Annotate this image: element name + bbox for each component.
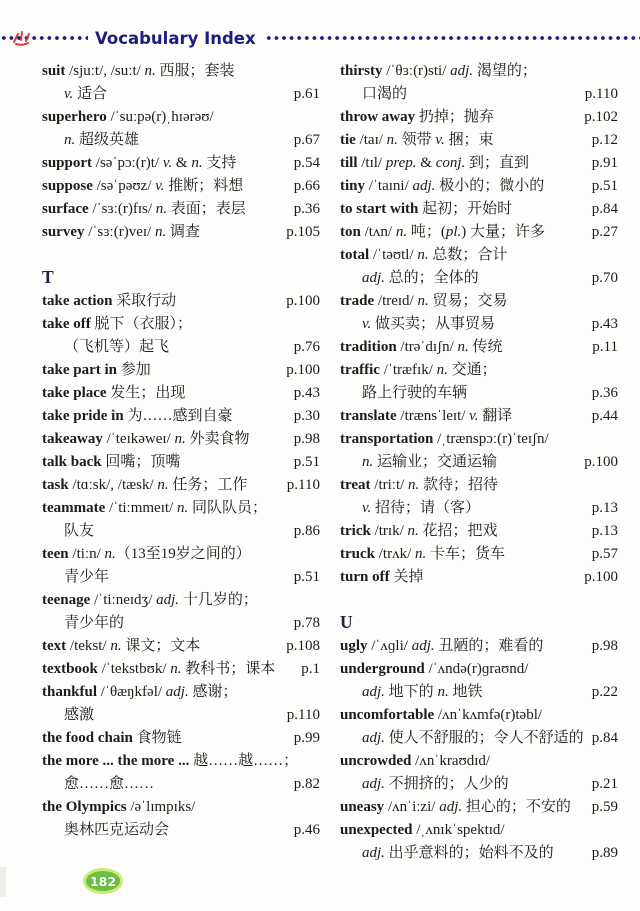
page-ref: p.98	[591, 638, 618, 654]
entry-line	[42, 566, 320, 589]
entry-text: total /ˈtəʊtl/ n. 总数；合计	[340, 247, 508, 263]
entry-text: 队友	[64, 523, 95, 539]
page-ref: p.22	[591, 684, 618, 700]
header	[0, 27, 640, 49]
entry-text: the Olympics /əˈlɪmpɪks/	[42, 799, 196, 815]
page-ref: p.30	[293, 408, 320, 424]
entry-line	[42, 704, 320, 727]
entry-text: transportation /ˌtrænspɔː(r)ˈteɪʃn/	[340, 431, 549, 447]
entry-text: n. 运输业；交通运输	[362, 454, 498, 470]
entry-line	[340, 842, 618, 865]
vocabulary-column-right	[340, 60, 618, 865]
page-ref: p.12	[591, 132, 618, 148]
vocab-entry	[340, 566, 618, 589]
page-ref: p.91	[591, 155, 618, 171]
entry-text: thankful /ˈθæŋkfəl/ adj. 感谢；	[42, 684, 238, 700]
entry-line	[340, 497, 618, 520]
page-title: Vocabulary Index	[95, 28, 256, 48]
entry-text: 青少年的	[64, 615, 125, 631]
entry-line	[42, 129, 320, 152]
page-ref: p.98	[293, 431, 320, 447]
entry-text: 愈……愈……	[64, 776, 155, 792]
vocab-entry	[42, 750, 320, 796]
entry-line	[340, 658, 618, 681]
entry-line	[340, 520, 618, 543]
vocab-entry	[42, 796, 320, 842]
entry-line	[42, 681, 320, 704]
entry-line	[42, 474, 320, 497]
entry-line	[340, 819, 618, 842]
page-ref: p.57	[591, 546, 618, 562]
page-ref: p.84	[591, 730, 618, 746]
vocab-entry	[340, 359, 618, 405]
entry-line	[340, 750, 618, 773]
page-ref: p.11	[592, 339, 618, 355]
entry-text: uncrowded /ʌnˈkraʊdɪd/	[340, 753, 491, 769]
vocab-entry	[340, 474, 618, 520]
page-ref: p.27	[591, 224, 618, 240]
entry-text: adj. 总的；全体的	[362, 270, 479, 286]
entry-line	[42, 152, 320, 175]
page-ref: p.51	[293, 569, 320, 585]
entry-line	[340, 382, 618, 405]
page-ref: p.51	[591, 178, 618, 194]
vocab-entry	[340, 658, 618, 704]
entry-line	[42, 83, 320, 106]
page-ref: p.44	[591, 408, 618, 424]
entry-text: the more ... the more ... 越……越……；	[42, 753, 299, 769]
page-ref: p.100	[584, 454, 618, 470]
entry-text: v. 适合	[64, 86, 108, 102]
vocab-entry	[42, 474, 320, 497]
entry-line	[42, 175, 320, 198]
page-ref: p.100	[286, 293, 320, 309]
entry-line	[340, 428, 618, 451]
vocab-entry	[340, 175, 618, 198]
entry-line	[42, 543, 320, 566]
entry-line	[340, 405, 618, 428]
entry-line	[340, 175, 618, 198]
vocab-entry	[42, 497, 320, 543]
vocab-entry	[340, 60, 618, 106]
vocab-entry	[340, 704, 618, 750]
vocab-entry	[42, 543, 320, 589]
entry-text: turn off 关掉	[340, 569, 424, 585]
entry-text: tie /taɪ/ n. 领带 v. 捆；束	[340, 132, 494, 148]
vocab-entry	[340, 520, 618, 543]
entry-line	[340, 566, 618, 589]
vocab-entry	[42, 727, 320, 750]
page-ref: p.61	[293, 86, 320, 102]
entry-text: uneasy /ʌnˈiːzi/ adj. 担心的；不安的	[340, 799, 571, 815]
entry-text: uncomfortable /ʌnˈkʌmfə(r)təbl/	[340, 707, 543, 723]
entry-text: teen /tiːn/ n.（13至19岁之间的）	[42, 546, 251, 562]
entry-text: 口渴的	[362, 86, 408, 102]
entry-text: adj. 地下的 n. 地铁	[362, 684, 483, 700]
entry-text: 路上行驶的车辆	[362, 385, 468, 401]
vocab-entry	[42, 198, 320, 221]
entry-line	[340, 198, 618, 221]
entry-text: to start with 起初；开始时	[340, 201, 513, 217]
entry-text: take off 脱下（衣服）；	[42, 316, 193, 332]
entry-line	[42, 451, 320, 474]
page-ref: p.105	[286, 224, 320, 240]
dotted-rule-right	[265, 35, 640, 41]
vocab-entry	[340, 819, 618, 865]
entry-line	[340, 290, 618, 313]
vocab-entry	[340, 244, 618, 290]
entry-text: takeaway /ˈteɪkəweɪ/ n. 外卖食物	[42, 431, 250, 447]
entry-line	[340, 773, 618, 796]
vocab-entry	[42, 106, 320, 152]
entry-line	[340, 244, 618, 267]
entry-line	[340, 543, 618, 566]
entry-text: truck /trʌk/ n. 卡车；货车	[340, 546, 506, 562]
page-ref: p.13	[591, 523, 618, 539]
vocab-entry	[42, 681, 320, 727]
vocab-entry	[340, 221, 618, 244]
entry-text: ugly /ˈʌɡli/ adj. 丑陋的；难看的	[340, 638, 544, 654]
entry-text: unexpected /ˌʌnɪkˈspektɪd/	[340, 822, 505, 838]
entry-text: textbook /ˈtekstbʊk/ n. 教科书；课本	[42, 661, 276, 677]
entry-line	[42, 589, 320, 612]
entry-line	[42, 106, 320, 129]
entry-line	[340, 83, 618, 106]
vocab-entry	[340, 796, 618, 819]
entry-line	[42, 405, 320, 428]
entry-text: suit /sjuːt/, /suːt/ n. 西服；套装	[42, 63, 235, 79]
entry-text: tradition /trəˈdɪʃn/ n. 传统	[340, 339, 503, 355]
entry-line	[340, 221, 618, 244]
page-ref: p.110	[286, 707, 320, 723]
entry-text: take place 发生；出现	[42, 385, 186, 401]
vocab-entry	[42, 635, 320, 658]
entry-text: take pride in 为……感到自豪	[42, 408, 233, 424]
entry-text: superhero /ˈsuːpə(r)ˌhɪərəʊ/	[42, 109, 214, 125]
vocab-entry	[340, 635, 618, 658]
entry-line	[42, 497, 320, 520]
entry-line	[340, 336, 618, 359]
page-ref: p.51	[293, 454, 320, 470]
vocab-entry	[340, 428, 618, 474]
page-ref: p.36	[591, 385, 618, 401]
entry-text: 奥林匹克运动会	[64, 822, 170, 838]
entry-text: ton /tʌn/ n. 吨；(pl.) 大量；许多	[340, 224, 546, 240]
entry-text: the food chain 食物链	[42, 730, 182, 746]
entry-line	[340, 267, 618, 290]
scan-shadow	[0, 867, 6, 897]
entry-line	[42, 520, 320, 543]
page-ref: p.59	[591, 799, 618, 815]
page-ref: p.84	[591, 201, 618, 217]
entry-line	[340, 681, 618, 704]
section-heading-t: T	[42, 267, 54, 287]
page-ref: p.82	[293, 776, 320, 792]
entry-line	[42, 382, 320, 405]
page-ref: p.108	[286, 638, 320, 654]
page-ref: p.46	[293, 822, 320, 838]
entry-line	[42, 750, 320, 773]
entry-line	[42, 773, 320, 796]
entry-line	[42, 796, 320, 819]
vocab-entry	[42, 359, 320, 382]
entry-text: （飞机等）起飞	[64, 339, 170, 355]
page-ref: p.100	[584, 569, 618, 585]
entry-text: underground /ˈʌndə(r)ɡraʊnd/	[340, 661, 529, 677]
entry-text: thirsty /ˈθɜː(r)sti/ adj. 渴望的；	[340, 63, 537, 79]
vocab-entry	[42, 152, 320, 175]
vocab-entry	[340, 152, 618, 175]
page-ref: p.102	[584, 109, 618, 125]
entry-line	[340, 152, 618, 175]
vocab-entry	[340, 106, 618, 129]
vocabulary-list	[0, 49, 640, 865]
entry-text: translate /trænsˈleɪt/ v. 翻译	[340, 408, 513, 424]
entry-text: 感激	[64, 707, 95, 723]
vocab-entry	[42, 405, 320, 428]
page-ref: p.36	[293, 201, 320, 217]
page-ref: p.67	[293, 132, 320, 148]
page-number-badge: 182	[83, 868, 123, 894]
entry-text: text /tekst/ n. 课文；文本	[42, 638, 201, 654]
page-ref: p.43	[591, 316, 618, 332]
entry-text: till /tɪl/ prep. & conj. 到；直到	[340, 155, 530, 171]
entry-line	[340, 704, 618, 727]
vocab-entry	[340, 750, 618, 796]
entry-line	[42, 60, 320, 83]
entry-line	[340, 474, 618, 497]
entry-text: n. 超级英雄	[64, 132, 140, 148]
page-root	[0, 27, 640, 889]
entry-text: surface /ˈsɜː(r)fɪs/ n. 表面；表层	[42, 201, 246, 217]
vocab-entry	[340, 543, 618, 566]
page-ref: p.100	[286, 362, 320, 378]
vocabulary-column-left	[42, 60, 320, 865]
entry-line	[42, 198, 320, 221]
section-heading-u: U	[340, 612, 353, 632]
entry-text: survey /ˈsɜː(r)veɪ/ n. 调查	[42, 224, 200, 240]
entry-line	[42, 290, 320, 313]
entry-text: v. 招待；请（客）	[362, 500, 481, 516]
entry-text: trick /trɪk/ n. 花招；把戏	[340, 523, 498, 539]
corner-mark-icon	[12, 30, 32, 46]
entry-text: v. 做买卖；从事贸易	[362, 316, 496, 332]
vocab-entry	[42, 382, 320, 405]
page-ref: p.86	[293, 523, 320, 539]
entry-line	[340, 313, 618, 336]
page-ref: p.110	[584, 86, 618, 102]
entry-line	[42, 612, 320, 635]
page-ref: p.43	[293, 385, 320, 401]
page-ref: p.99	[293, 730, 320, 746]
entry-line	[340, 727, 618, 750]
vocab-entry	[42, 658, 320, 681]
page-ref: p.21	[591, 776, 618, 792]
vocab-entry	[42, 589, 320, 635]
vocab-entry	[42, 60, 320, 106]
entry-text: tiny /ˈtaɪni/ adj. 极小的；微小的	[340, 178, 545, 194]
entry-text: support /səˈpɔː(r)t/ v. & n. 支持	[42, 155, 237, 171]
page-ref: p.76	[293, 339, 320, 355]
entry-line	[42, 428, 320, 451]
entry-text: talk back 回嘴；顶嘴	[42, 454, 181, 470]
entry-text: task /tɑːsk/, /tæsk/ n. 任务；工作	[42, 477, 248, 493]
page-ref: p.110	[286, 477, 320, 493]
entry-line	[42, 336, 320, 359]
vocab-entry	[42, 290, 320, 313]
entry-line	[42, 313, 320, 336]
vocab-entry	[340, 198, 618, 221]
vocab-entry	[42, 451, 320, 474]
vocab-entry	[340, 129, 618, 152]
page-ref: p.54	[293, 155, 320, 171]
entry-text: treat /triːt/ n. 款待；招待	[340, 477, 499, 493]
entry-line	[42, 359, 320, 382]
entry-line	[340, 451, 618, 474]
page-ref: p.89	[591, 845, 618, 861]
vocab-entry	[340, 405, 618, 428]
entry-line	[340, 106, 618, 129]
entry-line	[340, 796, 618, 819]
vocab-entry	[340, 290, 618, 336]
entry-text: throw away 扔掉；抛弃	[340, 109, 494, 125]
entry-text: 青少年	[64, 569, 110, 585]
entry-text: take part in 参加	[42, 362, 151, 378]
page-ref: p.78	[293, 615, 320, 631]
vocab-entry	[42, 175, 320, 198]
entry-text: teammate /ˈtiːmmeɪt/ n. 同队队员；	[42, 500, 267, 516]
page-ref: p.70	[591, 270, 618, 286]
page-ref: p.66	[293, 178, 320, 194]
entry-line	[42, 635, 320, 658]
entry-text: teenage /ˈtiːneɪdʒ/ adj. 十几岁的；	[42, 592, 258, 608]
entry-text: traffic /ˈtræfɪk/ n. 交通；	[340, 362, 497, 378]
page-ref: p.13	[591, 500, 618, 516]
entry-line	[340, 635, 618, 658]
entry-text: trade /treɪd/ n. 贸易；交易	[340, 293, 508, 309]
vocab-entry	[42, 313, 320, 359]
vocab-entry	[42, 221, 320, 244]
entry-line	[340, 359, 618, 382]
page-ref: p.1	[301, 661, 320, 677]
vocab-entry	[340, 336, 618, 359]
entry-line	[42, 727, 320, 750]
entry-line	[340, 60, 618, 83]
entry-text: adj. 不拥挤的；人少的	[362, 776, 509, 792]
entry-text: adj. 使人不舒服的；令人不舒适的	[362, 730, 584, 746]
entry-line	[42, 658, 320, 681]
entry-text: adj. 出乎意料的；始料不及的	[362, 845, 554, 861]
entry-text: take action 采取行动	[42, 293, 177, 309]
entry-text: suppose /səˈpəʊz/ v. 推断；料想	[42, 178, 244, 194]
entry-line	[42, 221, 320, 244]
entry-line	[42, 819, 320, 842]
entry-line	[340, 129, 618, 152]
vocab-entry	[42, 428, 320, 451]
